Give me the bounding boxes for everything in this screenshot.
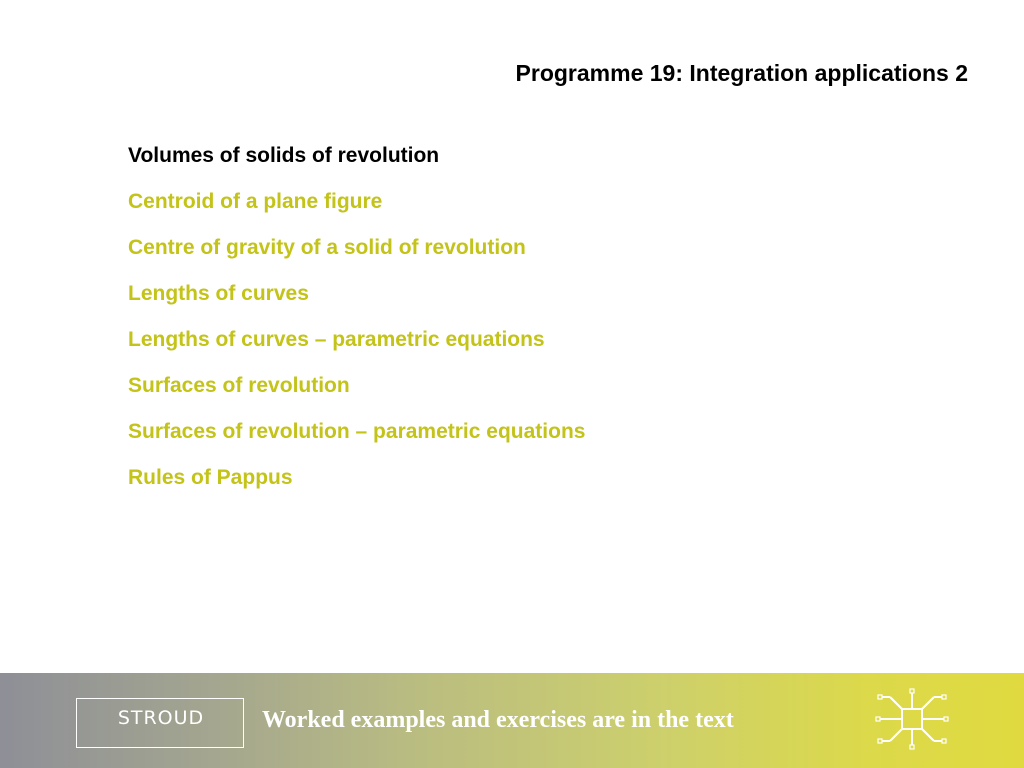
- brand-logo-box: [76, 698, 244, 748]
- topic-list: [128, 141, 585, 509]
- brand-name: STROUD: [117, 707, 205, 729]
- topic-item-volumes-of-solids[interactable]: Volumes of solids of revolution: [128, 144, 440, 167]
- slide-title: Programme 19: Integration applications 2: [515, 60, 968, 86]
- topic-item-rules-of-pappus[interactable]: Rules of Pappus: [128, 466, 293, 489]
- circuit-chip-icon: [870, 687, 954, 751]
- topic-item-lengths-parametric[interactable]: Lengths of curves – parametric equations: [128, 328, 545, 351]
- topic-item-lengths-of-curves[interactable]: Lengths of curves: [128, 282, 309, 305]
- footer-bar: [0, 673, 1024, 768]
- topic-item-surfaces-of-revolution[interactable]: Surfaces of revolution: [128, 374, 350, 397]
- topic-item-surfaces-parametric[interactable]: Surfaces of revolution – parametric equations: [128, 420, 586, 443]
- footer-note: Worked examples and exercises are in the text: [262, 707, 734, 733]
- topic-item-centre-of-gravity[interactable]: Centre of gravity of a solid of revolution: [128, 236, 526, 259]
- topic-item-centroid-plane-figure[interactable]: Centroid of a plane figure: [128, 190, 383, 213]
